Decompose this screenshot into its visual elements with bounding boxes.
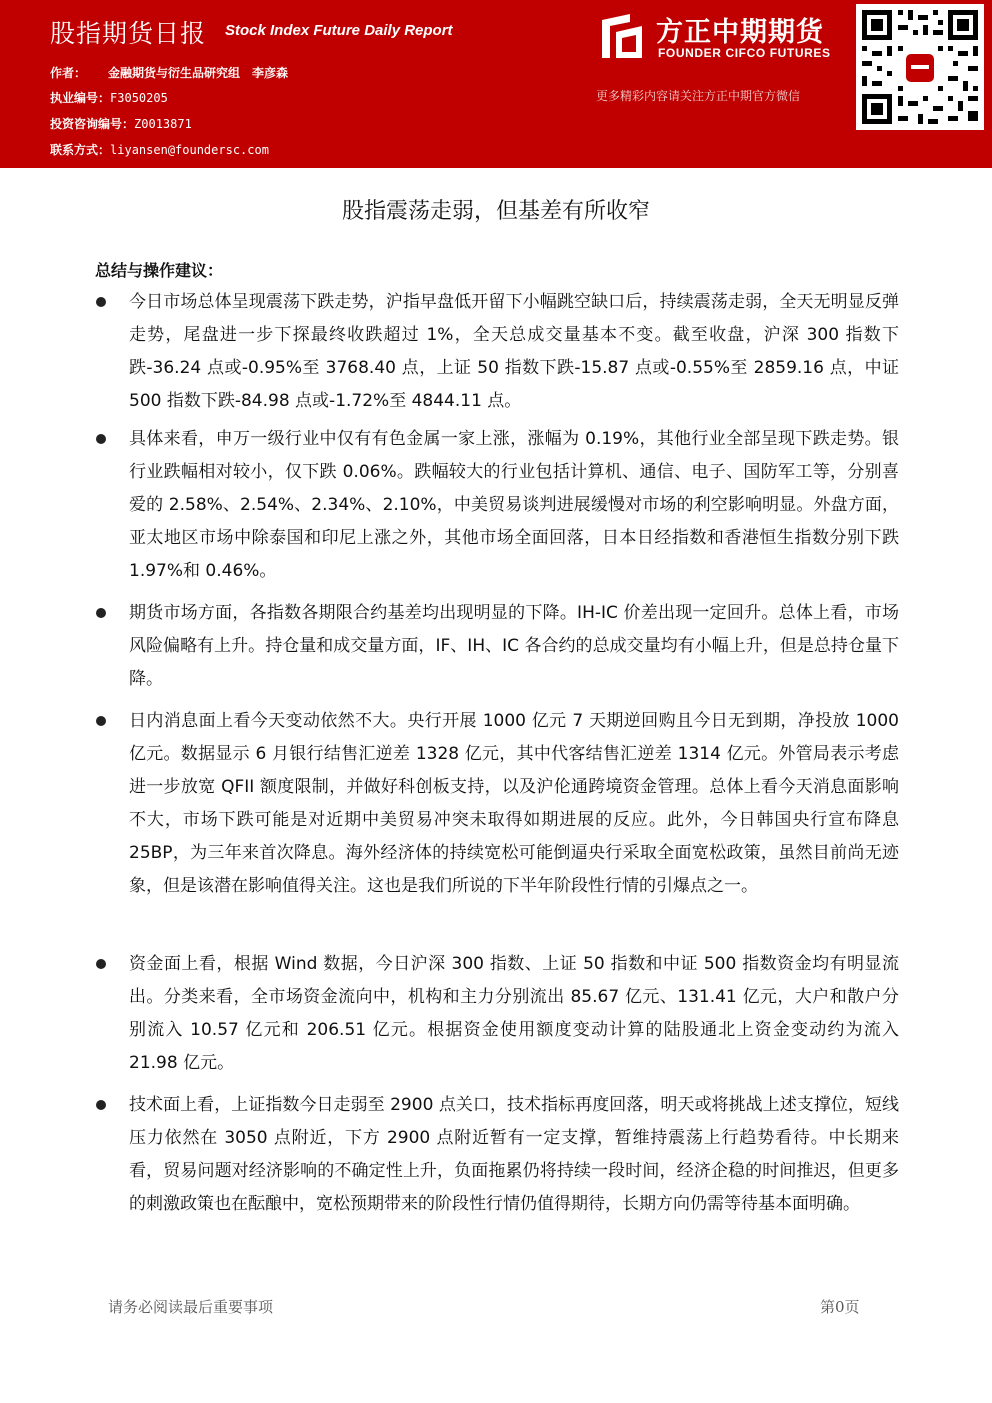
report-subtitle: Stock Index Future Daily Report bbox=[225, 22, 453, 39]
footer-notice: 请务必阅读最后重要事项 bbox=[108, 1298, 274, 1316]
license-label: 执业编号： bbox=[50, 91, 111, 105]
license-row bbox=[50, 89, 168, 106]
contact-label: 联系方式： bbox=[50, 143, 111, 157]
bullet-dot-icon bbox=[96, 1100, 106, 1110]
consult-value: Z0013871 bbox=[134, 117, 192, 131]
contact-row bbox=[50, 141, 269, 158]
author-value: 金融期货与衍生品研究组 李彦森 bbox=[108, 66, 289, 80]
document-title: 股指震荡走弱，但基差有所收窄 bbox=[341, 199, 650, 224]
bullet-dot-icon bbox=[96, 434, 106, 444]
list-item: 期货市场方面，各指数各期限合约基差均出现明显的下降。IH-IC 价差出现一定回升。总体上看，市场风险偏略有上升。持仓量和成交量方面，IF、IH、IC 各合约的总成交量均有小幅上升，但是总持仓量下降。 bbox=[129, 603, 899, 689]
wechat-note: 更多精彩内容请关注方正中期官方微信 bbox=[596, 89, 801, 103]
list-item: 技术面上看，上证指数今日走弱至 2900 点关口，技术指标再度回落，明天或将挑战上述支撑位，短线压力依然在 3050 点附近，下方 2900 点附近暂有一定支撑，暂维持震荡上行趋势看待。中长期来看，贸易问题对经济影响的不确定性上升，负面拖累仍将持续一段时间，经济企稳的时间推迟，但更多的刺激政策也在酝酿中，宽松预期带来的阶段性行情仍值得期待，长期方向仍需等待基本面明确。 bbox=[129, 1095, 899, 1214]
author-label: 作者： bbox=[50, 66, 87, 80]
bullet-dot-icon bbox=[96, 608, 106, 618]
page-number: 第0页 bbox=[820, 1298, 860, 1316]
list-item: 日内消息面上看今天变动依然不大。央行开展 1000 亿元 7 天期逆回购且今日无到期，净投放 1000 亿元。数据显示 6 月银行结售汇逆差 1328 亿元，其中代客结售汇逆差 1314 亿元。外管局表示考虑进一步放宽 QFII 额度限制，并做好科创板支持，以及沪伦通跨境资金管理。总体上看今天消息面影响不大，市场下跌可能是对近期中美贸易冲突未取得如期进展的反应。此外，今日韩国央行宣布降息 25BP，为三年来首次降息。海外经济体的持续宽松可能倒逼央行采取全面宽松政策，虽然目前尚无迹象，但是该潜在影响值得关注。这也是我们所说的下半年阶段性行情的引爆点之一。 bbox=[129, 711, 899, 896]
list-item: 今日市场总体呈现震荡下跌走势，沪指早盘低开留下小幅跳空缺口后，持续震荡走弱，全天无明显反弹走势，尾盘进一步下探最终收跌超过 1%，全天总成交量基本不变。截至收盘，沪深 300 指数下跌-36.24 点或-0.95%至 3768.40 点，上证 50 指数下跌-15.87 点或-0.55%至 2859.16 点，中证 500 指数下跌-84.98 点或-1.72%至 4844.11 点。 bbox=[129, 292, 899, 411]
consult-label: 投资咨询编号： bbox=[50, 117, 135, 131]
author-row bbox=[50, 64, 288, 81]
bullet-dot-icon bbox=[96, 297, 106, 307]
bullet-dot-icon bbox=[96, 959, 106, 969]
report-title: 股指期货日报 bbox=[50, 19, 207, 48]
list-item: 资金面上看，根据 Wind 数据，今日沪深 300 指数、上证 50 指数和中证 500 指数资金均有明显流出。分类来看，全市场资金流向中，机构和主力分别流出 85.67 亿元、131.41 亿元，大户和散户分别流入 10.57 亿元和 206.51 亿元。根据资金使用额度变动计算的陆股通北上资金变动约为流入 21.98 亿元。 bbox=[129, 954, 899, 1073]
bullet-dot-icon bbox=[96, 716, 106, 726]
company-logo-icon bbox=[602, 14, 642, 58]
consult-row bbox=[50, 115, 192, 132]
company-name-en: FOUNDER CIFCO FUTURES bbox=[658, 46, 831, 60]
section-heading: 总结与操作建议： bbox=[95, 261, 224, 280]
license-value: F3050205 bbox=[110, 91, 168, 105]
list-item: 具体来看，申万一级行业中仅有有色金属一家上涨，涨幅为 0.19%，其他行业全部呈现下跌走势。银行业跌幅相对较小，仅下跌 0.06%。跌幅较大的行业包括计算机、通信、电子、国防军工等，分别喜爱的 2.58%、2.54%、2.34%、2.10%，中美贸易谈判进展缓慢对市场的利空影响明显。外盘方面，亚太地区市场中除泰国和印尼上涨之外，其他市场全面回落，日本日经指数和香港恒生指数分别下跌 1.97%和 0.46%。 bbox=[129, 429, 899, 581]
contact-value: liyansen@foundersc.com bbox=[110, 143, 269, 157]
company-name-cn: 方正中期期货 bbox=[656, 17, 824, 48]
report-header bbox=[0, 0, 992, 168]
qr-code-icon bbox=[856, 4, 984, 130]
